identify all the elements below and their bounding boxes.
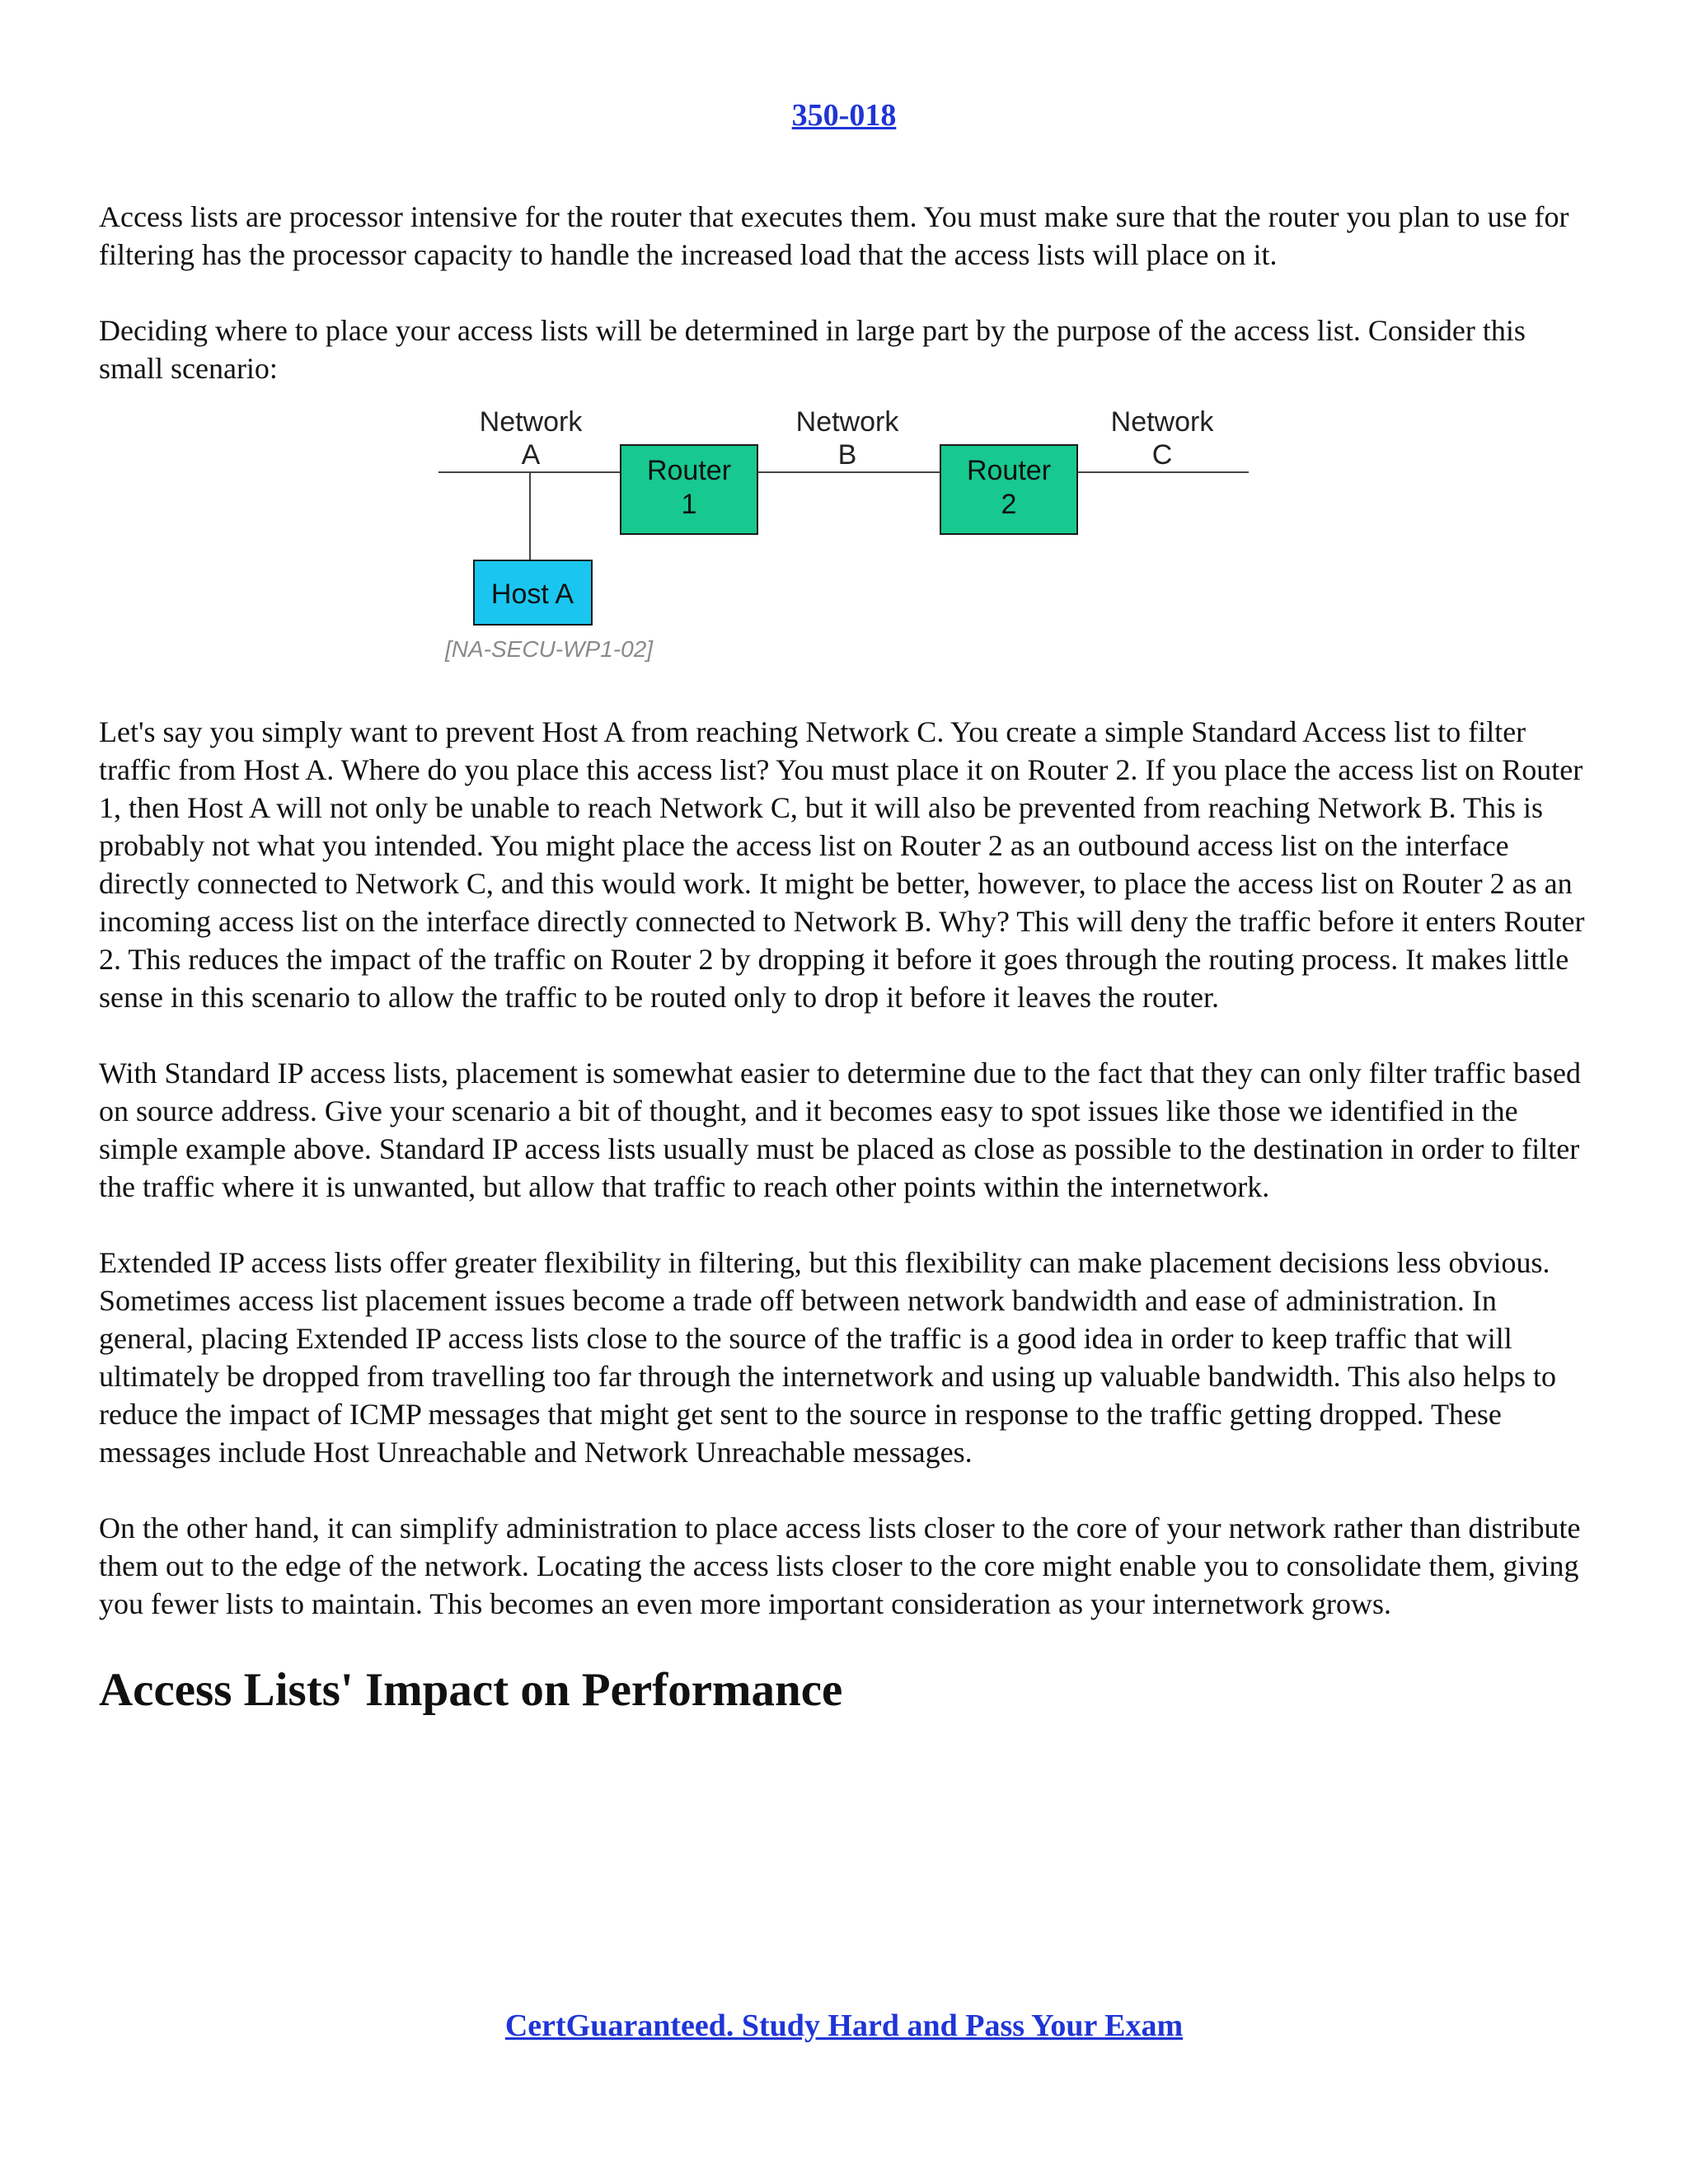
figure-id-caption: [NA-SECU-WP1-02] <box>445 636 654 662</box>
paragraph: Deciding where to place your access lists will be determined in large part by the purpose of the access list. Consider this small scenario: <box>99 314 1526 385</box>
host-a-label: Host A <box>490 579 574 610</box>
paragraph: Access lists are processor intensive for the router that executes them. You must make sure that the router you plan to use for filtering has the processor capacity to handle the increased load that the access lists will place on it. <box>99 200 1569 271</box>
footer <box>0 2008 1688 2046</box>
host-a-node <box>474 560 592 625</box>
router-2-node <box>940 445 1077 534</box>
header <box>0 97 1688 135</box>
footer-link[interactable]: CertGuaranteed. Study Hard and Pass Your Exam <box>504 2008 1184 2043</box>
network-a-label-line1: Network <box>479 406 583 438</box>
network-b-label-line2: B <box>837 439 857 471</box>
router-1-label-line2: 1 <box>681 489 697 520</box>
exam-code-link[interactable]: 350-018 <box>791 98 897 133</box>
network-diagram <box>99 396 1595 696</box>
network-c-label-line1: Network <box>1110 406 1214 438</box>
paragraph: Let's say you simply want to prevent Host A from reaching Network C. You create a simple Standard Access list to filter traffic from Host A. Where do you place this access list? You must place it on Router 2. If you place the access list on Router 1, then Host A will not only be unable to reach Network C, but it will also be prevented from reaching Network B. This is probably not what you intended. You might place the access list on Router 2 as an outbound access list on the interface directly connected to Network C, and this would work. It might be better, however, to place the access list on Router 2 as an incoming access list on the interface directly connected to Network B. Why? This will deny the traffic before it enters Router 2. This reduces the impact of the traffic on Router 2 by dropping it before it goes through the routing process. It makes little sense in this scenario to allow the traffic to be routed only to drop it before it leaves the router. <box>99 715 1585 1014</box>
router-1-label-line1: Router <box>646 455 732 486</box>
router-2-label-line1: Router <box>966 455 1052 486</box>
paragraph: With Standard IP access lists, placement is somewhat easier to determine due to the fact that they can only filter traffic based on source address. Give your scenario a bit of thought, and it becomes easy to spot issues like those we identified in the simple example above. Standard IP access lists usually must be placed as close as possible to the destination in order to filter the traffic where it is unwanted, but allow that traffic to reach other points within the internetwork. <box>99 1057 1581 1203</box>
section-heading: Access Lists' Impact on Performance <box>99 1664 843 1716</box>
main-content <box>99 198 1595 1718</box>
network-b-label-line1: Network <box>795 406 899 438</box>
paragraph: On the other hand, it can simplify administration to place access lists closer to the core of your network rather than distribute them out to the edge of the network. Locating the access lists closer to the core might enable you to consolidate them, giving you fewer lists to maintain. This becomes an even more important consideration as your internetwork grows. <box>99 1511 1581 1620</box>
paragraph: Extended IP access lists offer greater flexibility in filtering, but this flexibility can make placement decisions less obvious. Sometimes access list placement issues become a trade off between network bandwidth and ease of administration. In general, placing Extended IP access lists close to the source of the traffic is a good idea in order to keep traffic that will ultimately be dropped from travelling too far through the internetwork and using up valuable bandwidth. This also helps to reduce the impact of ICMP messages that might get sent to the source in response to the traffic getting dropped. These messages include Host Unreachable and Network Unreachable messages. <box>99 1246 1556 1469</box>
router-2-label-line2: 2 <box>1001 489 1017 520</box>
router-1-node <box>621 445 757 534</box>
body-paragraphs <box>99 713 1595 1623</box>
network-diagram-svg <box>99 396 1595 696</box>
network-c-label-line2: C <box>1151 439 1173 471</box>
network-a-label-line2: A <box>521 439 541 471</box>
